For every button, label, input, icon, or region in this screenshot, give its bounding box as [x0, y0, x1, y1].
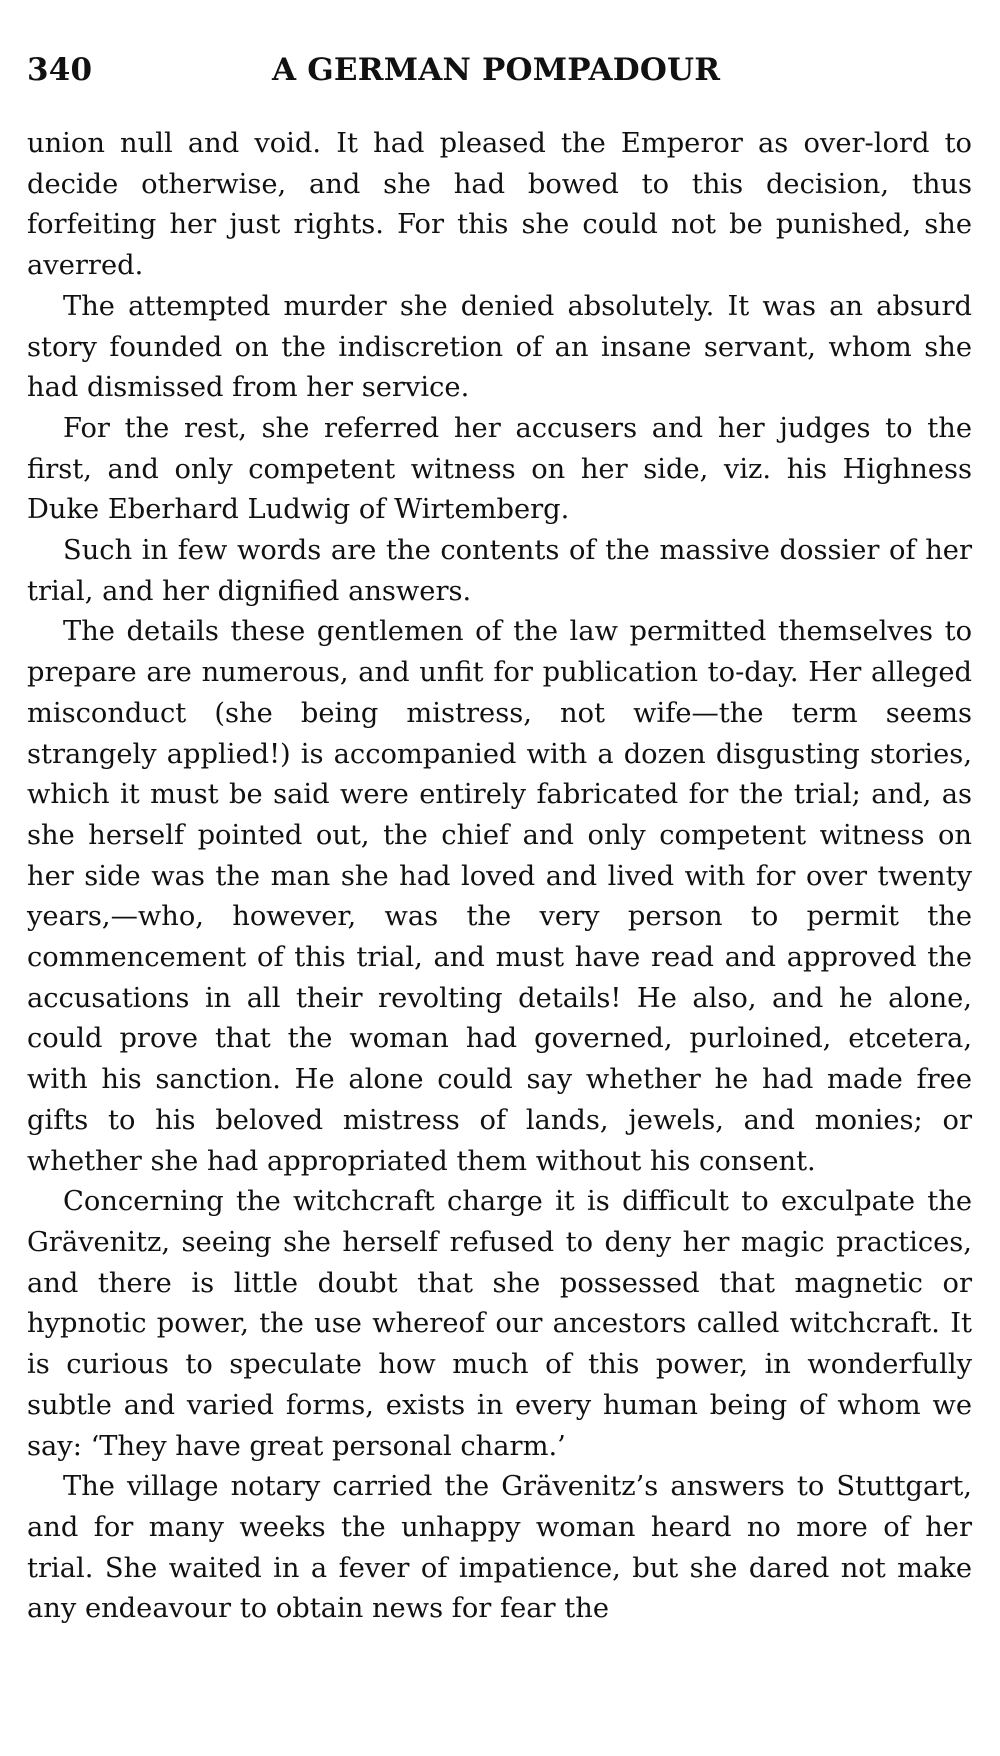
- body-text: [27, 124, 972, 1630]
- paragraph: Concerning the witchcraft charge it is difficult to exculpate the Grävenitz, seeing she herself refused to deny her magic practices, and there is little doubt that she possessed that magnetic or hypnotic power, the use whereof our ancestors called witchcraft. It is curious to speculate how much of this power, in wonderfully subtle and varied forms, exists in every human being of whom we say: ‘They have great personal charm.’: [27, 1186, 972, 1462]
- paragraph: The details these gentlemen of the law permitted themselves to prepare are numerous, and unfit for publication to-day. Her alleged misconduct (she being mistress, not wife—the term seems strangely applied!) is accompanied with a dozen disgusting stories, which it must be said were entirely fabricated for the trial; and, as she herself pointed out, the chief and only competent witness on her side was the man she had loved and lived with for over twenty years,—who, however, was the very person to permit the commencement of this trial, and must have read and approved the accusations in all their revolting details! He also, and he alone, could prove that the woman had governed, purloined, etcetera, with his sanction. He alone could say whether he had made free gifts to his beloved mistress of lands, jewels, and monies; or whether she had appropriated them without his consent.: [27, 616, 972, 1177]
- page-header: [27, 40, 972, 100]
- running-title: A GERMAN POMPADOUR: [272, 52, 721, 88]
- paragraph: The attempted murder she denied absolutely. It was an absurd story founded on the indiscretion of an insane servant, whom she had dismissed from her service.: [27, 290, 972, 404]
- paragraph: For the rest, she referred her accusers and her judges to the first, and only competent witness on her side, viz. his Highness Duke Eberhard Ludwig of Wirtemberg.: [27, 412, 972, 526]
- page-number: 340: [27, 52, 93, 88]
- book-page: [27, 40, 972, 1630]
- paragraph-continued: union null and void. It had pleased the Emperor as over-lord to decide otherwise, and she had bowed to this decision, thus forfeiting her just rights. For this she could not be punished, she averred.: [27, 128, 972, 282]
- paragraph: Such in few words are the contents of the massive dossier of her trial, and her dignified answers.: [27, 535, 972, 607]
- paragraph: The village notary carried the Grävenitz’s answers to Stuttgart, and for many weeks the unhappy woman heard no more of her trial. She waited in a fever of impatience, but she dared not make any endeavour to obtain news for fear the: [27, 1471, 972, 1625]
